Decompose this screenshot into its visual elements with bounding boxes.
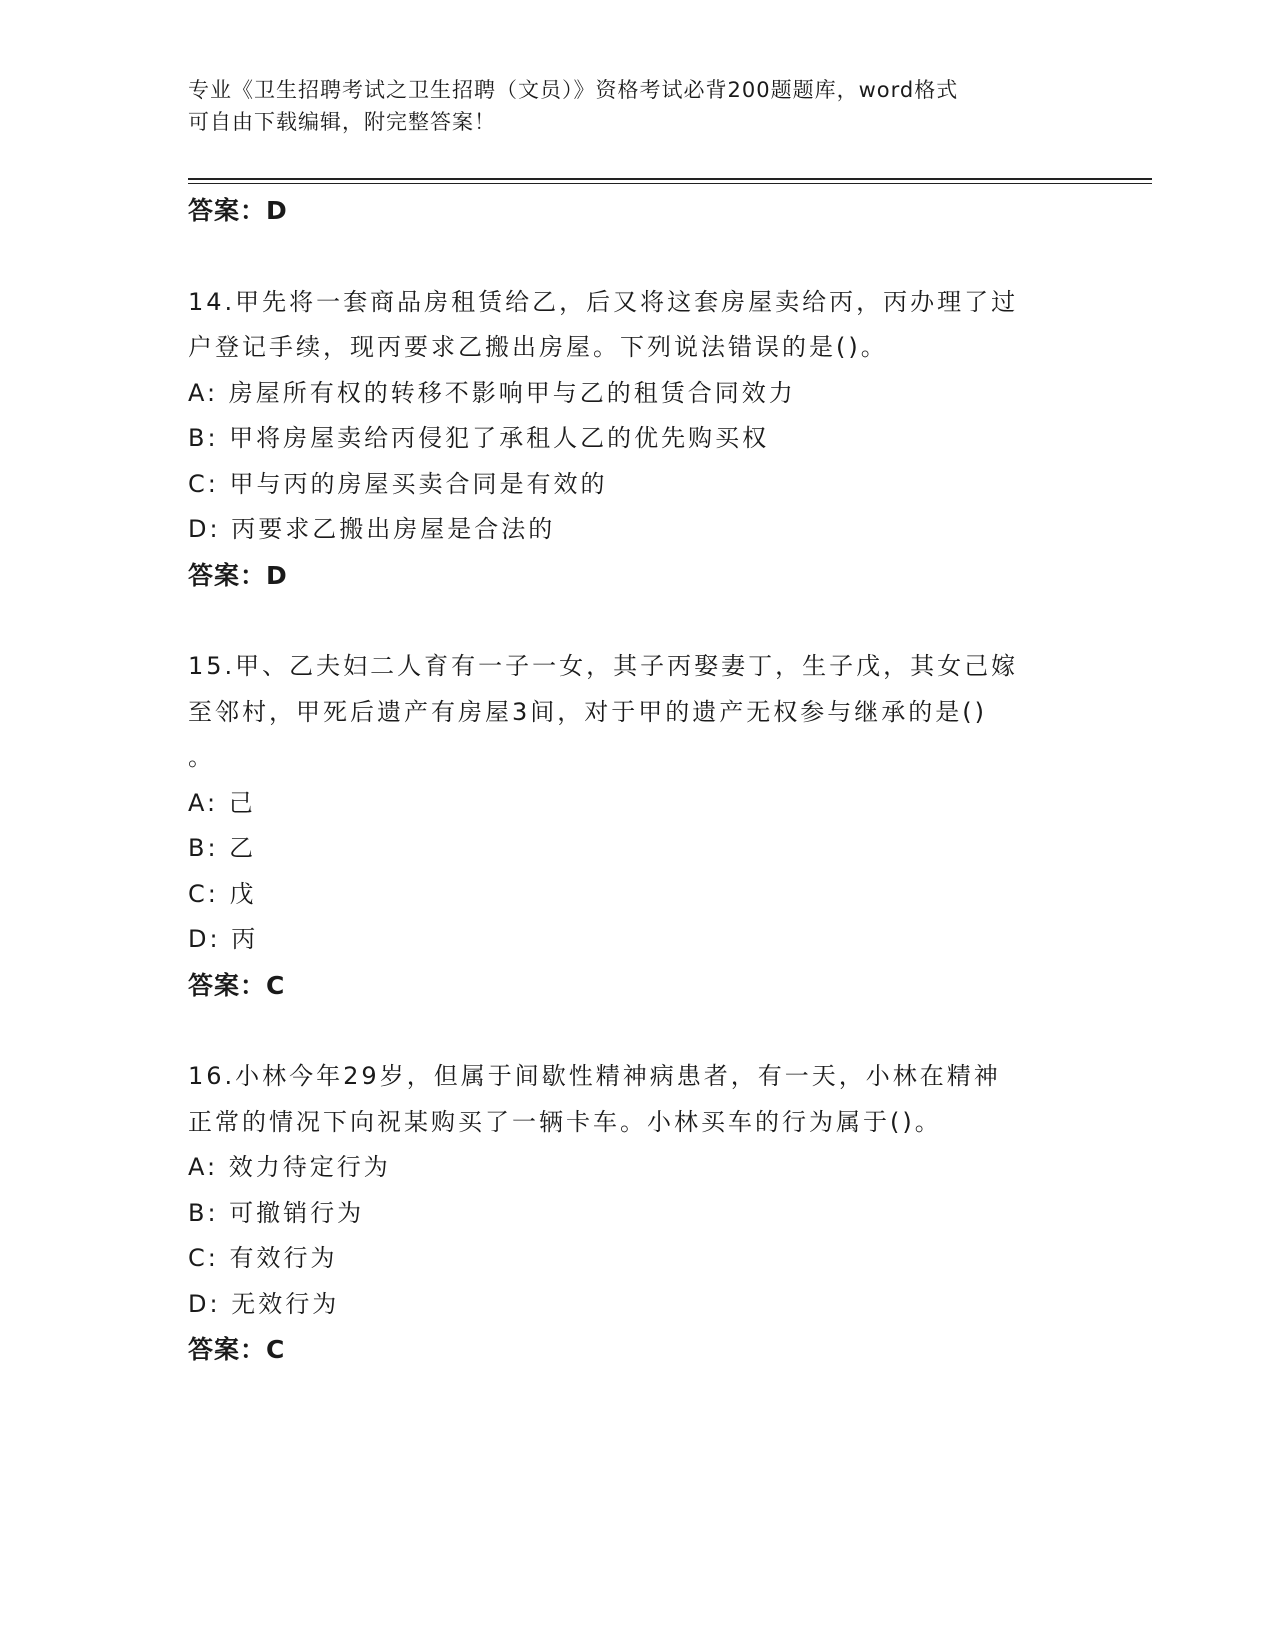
question-stem-line: 。 — [188, 743, 215, 771]
option-b: B: 可撤销行为 — [188, 1198, 365, 1227]
question-stem-line: 15.甲、乙夫妇二人育有一子一女，其子丙娶妻丁，生子戊，其女己嫁 — [188, 652, 1019, 680]
question-stem-line: 14.甲先将一套商品房租赁给乙，后又将这套房屋卖给丙，丙办理了过 — [188, 287, 1019, 316]
document-header — [188, 74, 1088, 138]
option-d: D: 丙要求乙搬出房屋是合法的 — [188, 515, 556, 543]
header-rule-thin — [188, 183, 1152, 184]
answer: 答案：D — [188, 560, 288, 590]
document-body — [188, 188, 1088, 1373]
question-stem-line: 16.小林今年29岁，但属于间歇性精神病患者，有一天，小林在精神 — [188, 1062, 1001, 1090]
option-c: C: 甲与丙的房屋买卖合同是有效的 — [188, 469, 608, 498]
header-line-1: 专业《卫生招聘考试之卫生招聘（文员）》资格考试必背200题题库，word格式 — [188, 78, 959, 102]
question-stem-line: 正常的情况下向祝某购买了一辆卡车。小林买车的行为属于()。 — [188, 1107, 942, 1136]
option-a: A: 效力待定行为 — [188, 1153, 391, 1181]
option-d: D: 无效行为 — [188, 1289, 340, 1318]
option-b: B: 甲将房屋卖给丙侵犯了承租人乙的优先购买权 — [188, 424, 770, 452]
option-c: C: 有效行为 — [188, 1244, 338, 1272]
question-14 — [188, 280, 1088, 599]
option-a: A: 房屋所有权的转移不影响甲与乙的租赁合同效力 — [188, 378, 796, 407]
spacer — [188, 598, 1088, 644]
option-b: B: 乙 — [188, 834, 257, 862]
answer: 答案：C — [188, 1335, 286, 1364]
question-stem-line: 至邻村，甲死后遗产有房屋3间，对于甲的遗产无权参与继承的是() — [188, 697, 987, 726]
header-line-2: 可自由下载编辑，附完整答案！ — [188, 110, 496, 134]
header-rule-thick — [188, 178, 1152, 180]
option-c: C: 戊 — [188, 879, 257, 908]
spacer — [188, 234, 1088, 280]
answer: 答案：C — [188, 970, 286, 1000]
question-16 — [188, 1054, 1088, 1373]
question-stem-line: 户登记手续，现丙要求乙搬出房屋。下列说法错误的是()。 — [188, 333, 888, 361]
option-a: A: 己 — [188, 788, 256, 817]
question-15 — [188, 644, 1088, 1008]
option-d: D: 丙 — [188, 925, 259, 953]
spacer — [188, 1008, 1088, 1054]
previous-answer: 答案：D — [188, 196, 288, 225]
